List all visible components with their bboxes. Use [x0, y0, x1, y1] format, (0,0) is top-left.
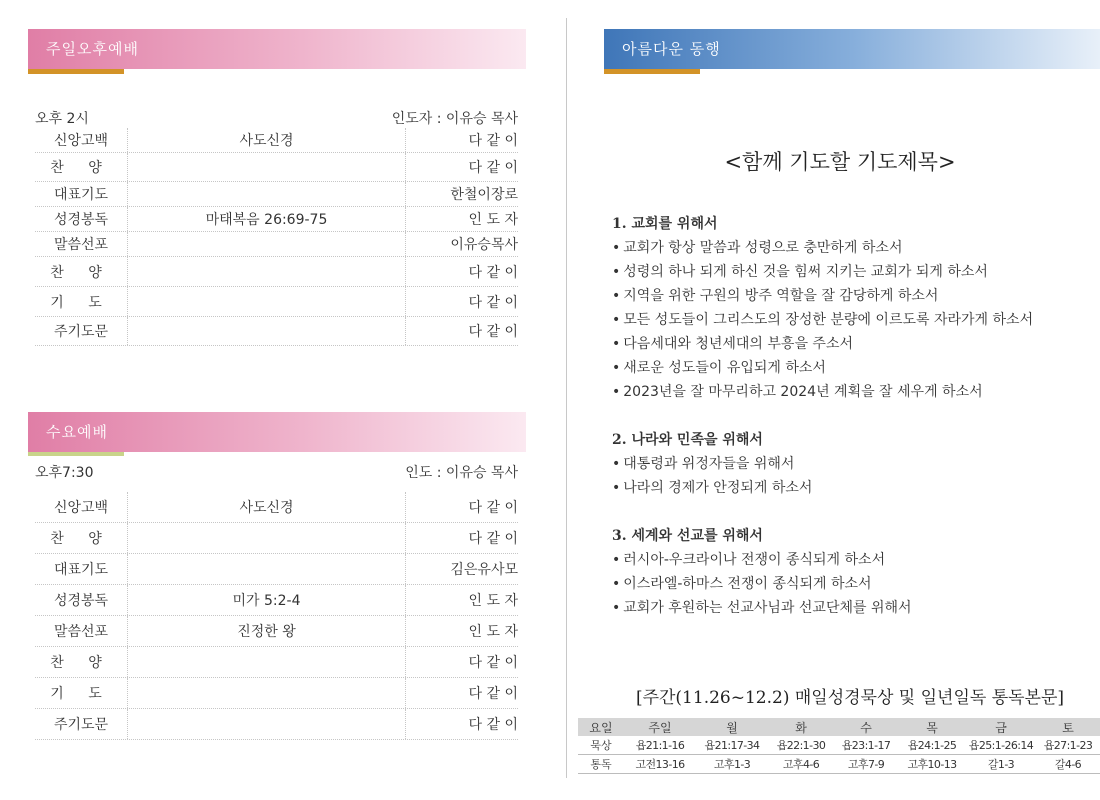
reading-header-cell: 수	[834, 718, 898, 736]
prayer-item: • 교회가 후원하는 선교사님과 선교단체를 위해서	[612, 596, 1100, 620]
order-item: 찬 양	[35, 153, 128, 181]
reading-cell: 욥22:1-30	[768, 736, 834, 755]
prayer-item: • 지역을 위한 구원의 방주 역할을 잘 감당하게 하소서	[612, 284, 1100, 308]
reading-header-cell: 화	[768, 718, 834, 736]
order-row	[35, 207, 518, 232]
reading-header-cell: 토	[1036, 718, 1100, 736]
wednesday-title: 수요예배	[28, 412, 526, 452]
reading-cell: 욥27:1-23	[1036, 736, 1100, 755]
order-rows	[35, 128, 518, 346]
reading-cell: 고후10-13	[898, 755, 966, 774]
service-time: 오후 2시	[35, 111, 89, 127]
section-gap	[612, 404, 1100, 428]
section-gap	[612, 500, 1100, 524]
prayer-section-title: 2. 나라와 민족을 위해서	[612, 432, 763, 448]
order-row	[35, 287, 518, 317]
order-row	[35, 232, 518, 257]
order-row	[35, 128, 518, 153]
order-item: 신앙고백	[35, 128, 128, 152]
order-by: 다 같 이	[405, 128, 518, 152]
reading-cell: 고후7-9	[834, 755, 898, 774]
prayer-item: • 모든 성도들이 그리스도의 장성한 분량에 이르도록 자라가게 하소서	[612, 308, 1100, 332]
order-row	[35, 153, 518, 182]
order-by: 이유승목사	[405, 232, 518, 256]
reading-cell: 고전13-16	[624, 755, 696, 774]
order-by: 다 같 이	[405, 492, 518, 522]
order-item: 찬 양	[35, 647, 128, 677]
header-accent	[28, 452, 124, 456]
order-by: 인 도 자	[405, 616, 518, 646]
order-row	[35, 317, 518, 346]
reading-cell: 갈4-6	[1036, 755, 1100, 774]
prayer-section-title: 3. 세계와 선교를 위해서	[612, 528, 763, 544]
reading-cell: 욥21:1-16	[624, 736, 696, 755]
reading-row	[578, 755, 1100, 774]
order-item: 주기도문	[35, 317, 128, 345]
order-content: 미가 5:2-4	[232, 593, 301, 609]
sunday-afternoon-header	[28, 29, 526, 69]
sunday-afternoon-order	[35, 108, 518, 346]
order-item: 찬 양	[35, 257, 128, 286]
service-leader: 인도자 : 이유승 목사	[391, 111, 518, 127]
companion-title: 아름다운 동행	[604, 29, 1100, 69]
wednesday-order	[35, 462, 518, 740]
order-by: 김은유사모	[405, 554, 518, 584]
companion-header	[604, 29, 1100, 69]
reading-cell: 고후1-3	[696, 755, 768, 774]
prayer-item: • 성령의 하나 되게 하신 것을 힘써 지키는 교회가 되게 하소서	[612, 260, 1100, 284]
order-row	[35, 257, 518, 287]
reading-cell: 욥24:1-25	[898, 736, 966, 755]
reading-cell: 욥23:1-17	[834, 736, 898, 755]
reading-title: [주간(11.26~12.2) 매일성경묵상 및 일년일독 통독본문]	[635, 688, 1065, 708]
header-accent	[28, 69, 124, 74]
prayer-title: <함께 기도할 기도제목>	[724, 150, 956, 174]
prayer-section-title: 1. 교회를 위해서	[612, 216, 718, 232]
order-row	[35, 678, 518, 709]
service-leader: 인도 : 이유승 목사	[405, 465, 518, 481]
reading-header-cell: 주일	[624, 718, 696, 736]
order-by: 한철이장로	[405, 182, 518, 206]
order-item: 대표기도	[35, 182, 128, 206]
order-row	[35, 616, 518, 647]
order-by: 다 같 이	[405, 523, 518, 553]
order-by: 인 도 자	[405, 585, 518, 615]
order-by: 다 같 이	[405, 709, 518, 739]
service-meta	[35, 108, 518, 128]
prayer-item: • 교회가 항상 말씀과 성령으로 충만하게 하소서	[612, 236, 1100, 260]
order-item: 신앙고백	[35, 492, 128, 522]
reading-header-cell: 월	[696, 718, 768, 736]
service-time: 오후7:30	[35, 465, 94, 481]
reading-header-cell: 요일	[578, 718, 624, 736]
reading-row-label: 통독	[578, 755, 624, 774]
order-row	[35, 585, 518, 616]
order-row	[35, 492, 518, 523]
reading-table	[578, 718, 1100, 774]
reading-header-cell: 금	[966, 718, 1036, 736]
reading-row-label: 묵상	[578, 736, 624, 755]
order-item: 말씀선포	[35, 616, 128, 646]
order-row	[35, 523, 518, 554]
sunday-afternoon-title: 주일오후예배	[28, 29, 526, 69]
prayer-item: • 새로운 성도들이 유입되게 하소서	[612, 356, 1100, 380]
order-rows	[35, 492, 518, 740]
order-item: 성경봉독	[35, 585, 128, 615]
prayer-list	[612, 212, 1100, 620]
order-row	[35, 647, 518, 678]
reading-cell: 고후4-6	[768, 755, 834, 774]
order-content: 마태복음 26:69-75	[205, 212, 328, 228]
prayer-item: • 이스라엘-하마스 전쟁이 종식되게 하소서	[612, 572, 1100, 596]
order-row	[35, 182, 518, 207]
order-by: 다 같 이	[405, 153, 518, 181]
reading-header-row	[578, 718, 1100, 736]
order-by: 인 도 자	[405, 207, 518, 231]
prayer-item: • 2023년을 잘 마무리하고 2024년 계획을 잘 세우게 하소서	[612, 380, 1100, 404]
order-by: 다 같 이	[405, 678, 518, 708]
order-content: 사도신경	[239, 133, 294, 149]
order-row	[35, 709, 518, 740]
order-item: 찬 양	[35, 523, 128, 553]
order-item: 말씀선포	[35, 232, 128, 256]
order-content: 사도신경	[239, 500, 294, 516]
reading-body	[578, 736, 1100, 774]
order-by: 다 같 이	[405, 287, 518, 316]
order-by: 다 같 이	[405, 317, 518, 345]
order-item: 기 도	[35, 678, 128, 708]
order-by: 다 같 이	[405, 647, 518, 677]
order-row	[35, 554, 518, 585]
service-meta	[35, 462, 518, 482]
prayer-item: • 나라의 경제가 안정되게 하소서	[612, 476, 1100, 500]
reading-row	[578, 736, 1100, 755]
header-accent	[604, 69, 700, 74]
reading-cell: 갈1-3	[966, 755, 1036, 774]
wednesday-header	[28, 412, 526, 452]
order-content: 진정한 왕	[237, 624, 296, 640]
order-item: 성경봉독	[35, 207, 128, 231]
order-by: 다 같 이	[405, 257, 518, 286]
page-divider	[566, 18, 567, 778]
prayer-item: • 러시아-우크라이나 전쟁이 종식되게 하소서	[612, 548, 1100, 572]
reading-cell: 욥25:1-26:14	[966, 736, 1036, 755]
reading-cell: 욥21:17-34	[696, 736, 768, 755]
prayer-item: • 다음세대와 청년세대의 부흥을 주소서	[612, 332, 1100, 356]
order-item: 대표기도	[35, 554, 128, 584]
order-item: 기 도	[35, 287, 128, 316]
reading-header-cell: 목	[898, 718, 966, 736]
prayer-item: • 대통령과 위정자들을 위해서	[612, 452, 1100, 476]
order-item: 주기도문	[35, 709, 128, 739]
